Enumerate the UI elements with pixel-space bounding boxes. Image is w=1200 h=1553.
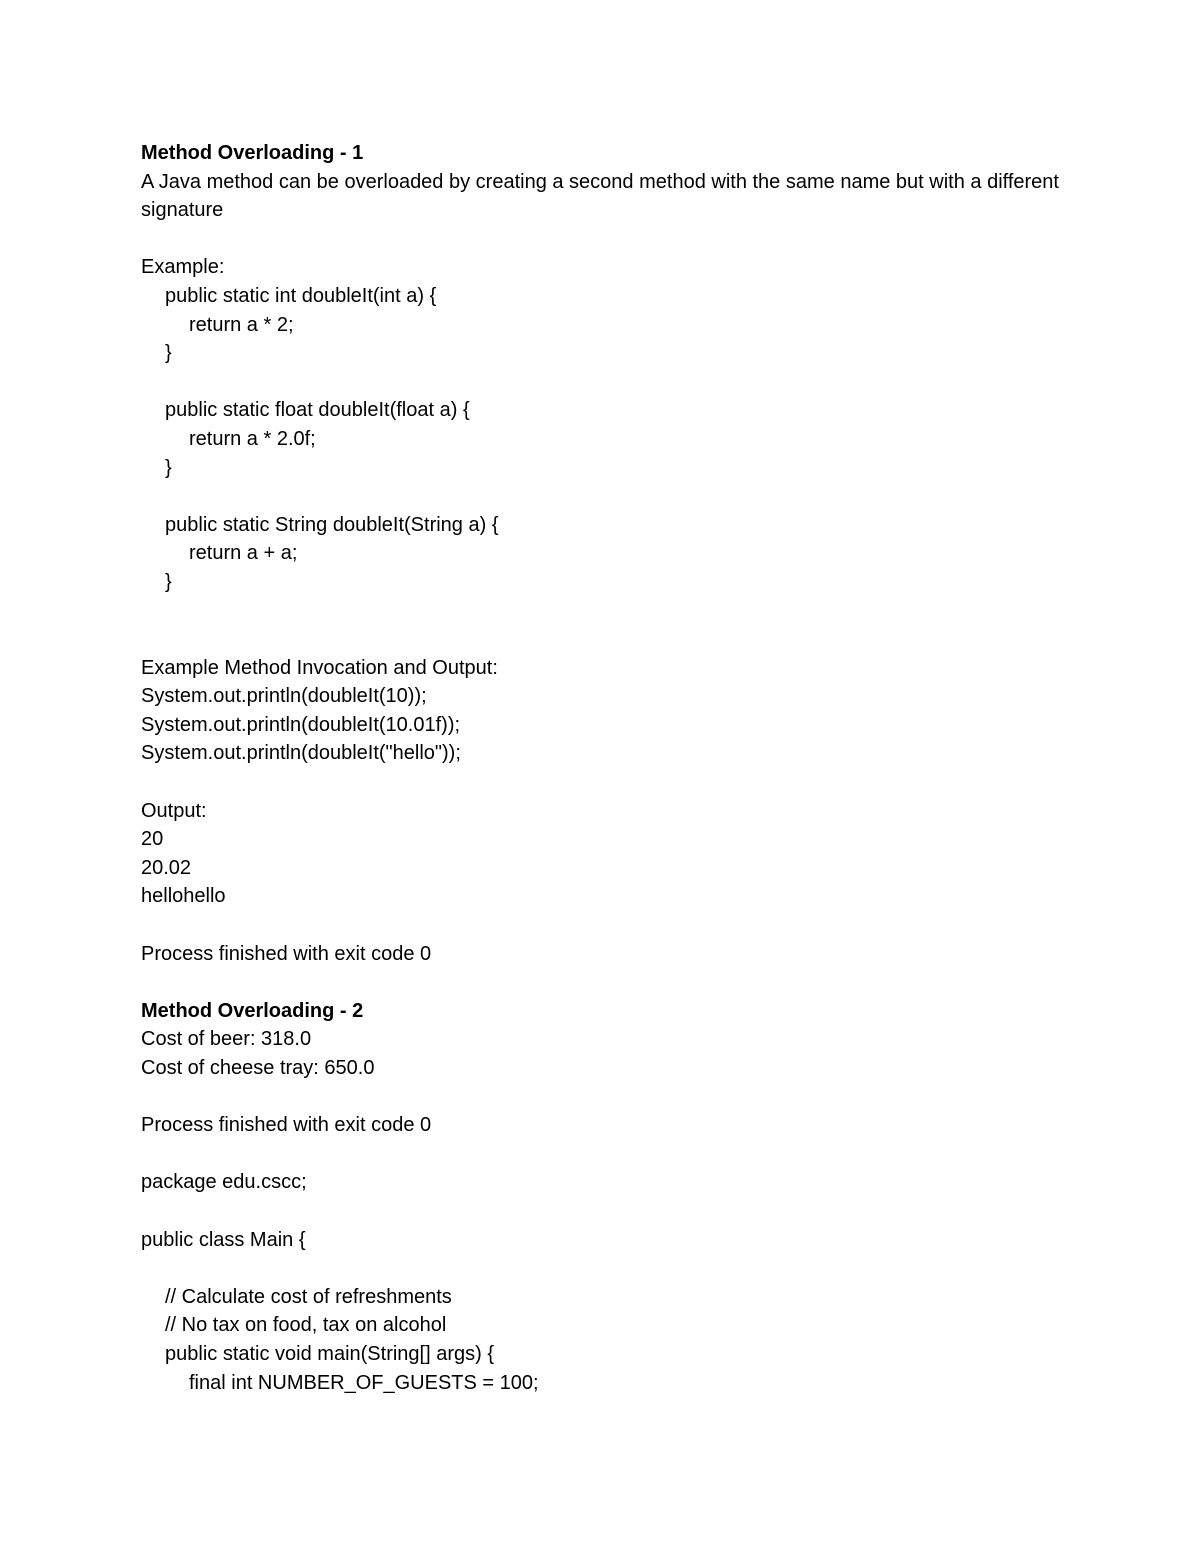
main-code-block: [141, 1283, 1081, 1397]
spacer: [141, 768, 1081, 797]
output-line: Cost of cheese tray: 650.0: [141, 1057, 375, 1079]
spacer: [141, 1197, 1081, 1226]
code-line: [141, 368, 1081, 397]
code-line: [141, 482, 1081, 511]
output-line: Cost of beer: 318.0: [141, 1028, 312, 1051]
code-line: // Calculate cost of refreshments: [165, 1285, 452, 1308]
output-line: 20.02: [141, 856, 192, 879]
code-line: }: [165, 456, 172, 479]
section-2-heading: Method Overloading - 2: [141, 999, 364, 1022]
spacer: [141, 597, 1081, 626]
code-line: return a * 2;: [189, 313, 294, 336]
code-line: return a + a;: [189, 542, 298, 565]
document-page: [141, 139, 1081, 1397]
code-line: public static float doubleIt(float a) {: [165, 399, 470, 422]
exit-message: Process finished with exit code 0: [141, 942, 432, 965]
output-line: hellohello: [141, 885, 226, 908]
spacer: [141, 1140, 1081, 1169]
section-1-heading: Method Overloading - 1: [141, 142, 364, 164]
exit-message: Process finished with exit code 0: [141, 1114, 432, 1137]
code-line: public static String doubleIt(String a) {: [165, 513, 499, 536]
spacer: [141, 1254, 1081, 1283]
code-line: public static void main(String[] args) {: [165, 1342, 495, 1365]
example-code-block: [141, 282, 1081, 597]
code-line: public static int doubleIt(int a) {: [165, 284, 437, 307]
code-line: }: [165, 570, 172, 593]
invocation-line: System.out.println(doubleIt(10));: [141, 685, 427, 708]
code-line: // No tax on food, tax on alcohol: [165, 1314, 447, 1337]
code-line: }: [165, 342, 172, 365]
code-line: return a * 2.0f;: [189, 427, 316, 450]
example-label: Example:: [141, 256, 225, 279]
invocation-line: System.out.println(doubleIt(10.01f));: [141, 713, 461, 736]
spacer: [141, 225, 1081, 254]
spacer: [141, 968, 1081, 997]
code-line: final int NUMBER_OF_GUESTS = 100;: [189, 1371, 539, 1394]
package-line: package edu.cscc;: [141, 1171, 307, 1194]
output-label: Output:: [141, 799, 207, 822]
class-line: public class Main {: [141, 1228, 306, 1251]
invocation-label: Example Method Invocation and Output:: [141, 656, 498, 679]
spacer: [141, 911, 1081, 940]
spacer: [141, 625, 1081, 654]
output-line: 20: [141, 828, 164, 851]
spacer: [141, 1083, 1081, 1112]
invocation-line: System.out.println(doubleIt("hello"));: [141, 742, 461, 765]
section-1-intro: A Java method can be overloaded by creating a second method with the same name but with a different signature: [141, 170, 1059, 222]
